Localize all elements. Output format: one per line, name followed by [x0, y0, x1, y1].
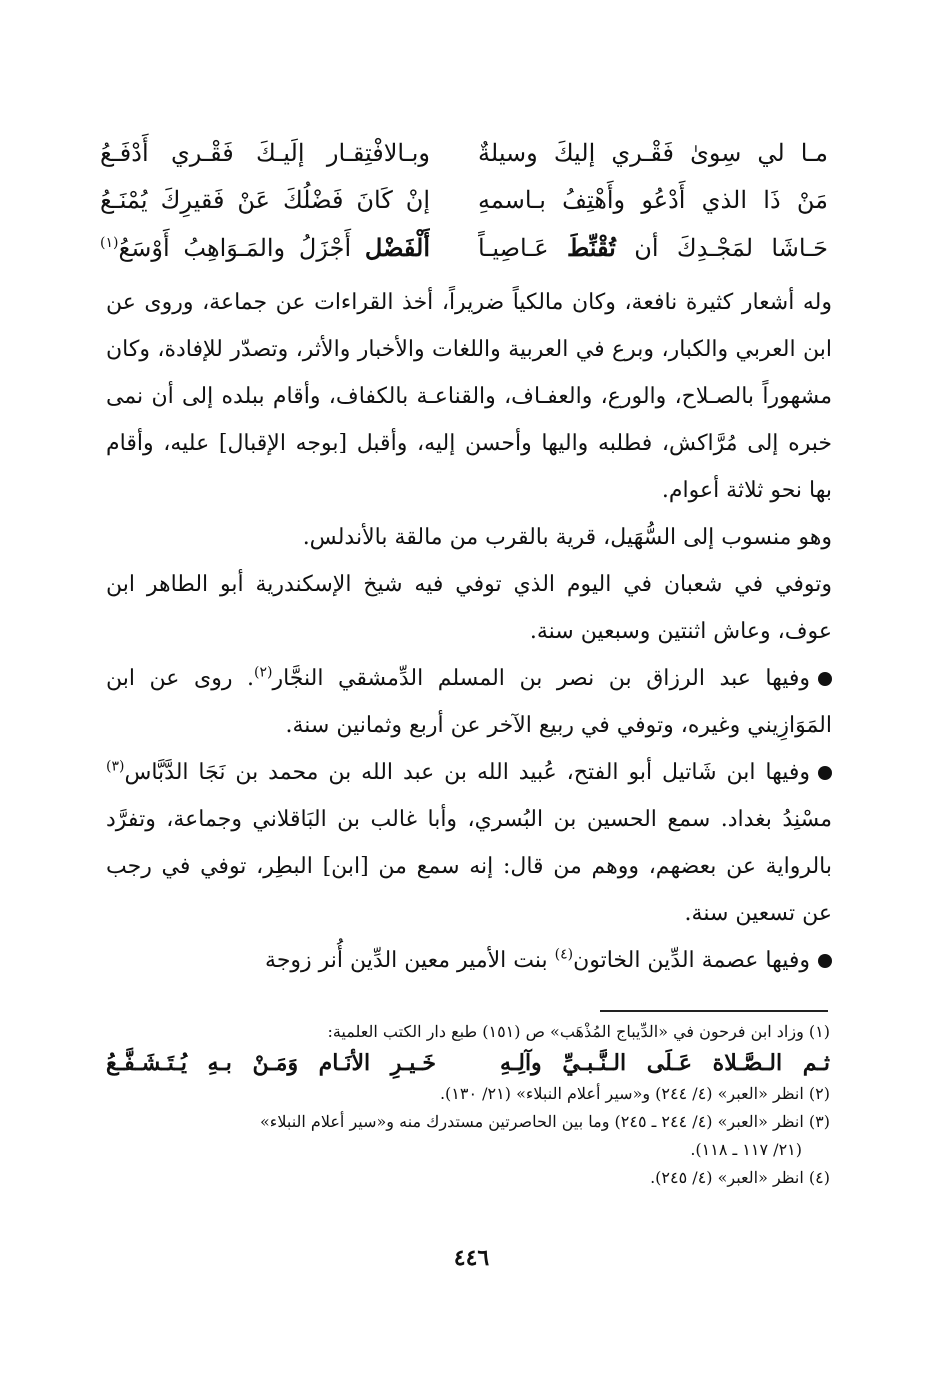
poem-block: [100, 130, 828, 271]
paragraph-text: وفيها عبد الرزاق بن نصر بن المسلم الدِّمشقي النجَّار: [272, 666, 811, 691]
verse-bold-word: تُقْنِّطَ: [567, 233, 616, 262]
footnote-ref: (٣): [106, 758, 125, 775]
verse-first-hemistich: مَنْ ذَا الذي أَدْعُو وأَهْتِفُ بـاسمهِ: [478, 186, 828, 214]
bullet-icon: [818, 954, 832, 968]
paragraph: [106, 749, 832, 937]
bullet-icon: [818, 766, 832, 780]
paragraph-text: بنت الأمير معين الدِّين أُنر زوجة: [265, 948, 555, 973]
poem-verse: [100, 224, 828, 271]
paragraph-text: . روى عن ابن المَوَازِيني وغيره، وتوفي في ربيع الآخر عن أربع وثمانين سنة.: [106, 666, 832, 738]
footnote-ref: (١): [100, 235, 119, 251]
bullet-icon: [818, 672, 832, 686]
verse-first-hemistich: [478, 224, 828, 271]
verse-text: عَـاصِيـاً: [478, 234, 568, 262]
poem-verse: [100, 177, 828, 224]
footnote: (٣) انظر «العبر» (٤/ ٢٤٤ ـ ٢٤٥) وما بين الحاصرتين مستدرك منه و«سير أعلام النبلاء»: [260, 1112, 830, 1131]
paragraph-text: مسْنِدُ بغداد. سمع الحسين بن البُسري، وأبا غالب بن البَاقلاني وجماعة، وتفرَّد بالرواية عن بعضهم، ووهم من قال: إنه سمع من [ابن] البطِر، توفي في رجب عن تسعين سنة.: [106, 807, 832, 926]
verse-second-hemistich: خَـيـرِ الأنَـام وَمَـنْ بـهِ يُـتَـشَـفَّـعُ: [106, 1050, 436, 1076]
verse-second-hemistich: وبـالافْتِقـار إلَيـكَ فَقْـري أَدْفَـعُ: [100, 139, 430, 167]
footnote: (١) وزاد ابن فرحون في «الدِّيباج المُذْهَب» ص (١٥١) طبع دار الكتب العلمية:: [327, 1022, 830, 1041]
verse-text: أَجْزَلُ والمَـوَاهِبُ أَوْسَعُ: [118, 234, 365, 262]
verse-text: حَـاشَا لمَجْـدِكَ أن: [615, 234, 828, 262]
paragraph-text: وفيها عصمة الدِّين الخاتون: [573, 948, 810, 973]
footnote: (٤) انظر «العبر» (٤/ ٢٤٥).: [650, 1168, 830, 1187]
verse-first-hemistich: مـا لي سِوىٰ فَقْـري إليكَ وسيلةٌ: [478, 139, 828, 167]
page-number: ٤٤٦: [453, 1245, 490, 1271]
poem-verse: [100, 130, 828, 177]
paragraph: [106, 655, 832, 749]
paragraph-text: وفيها ابن شَاتيل أبو الفتح، عُبيد الله بن عبد الله بن محمد بن نَجَا الدَّبَّاس: [124, 760, 810, 785]
verse-second-hemistich: إنْ كَانَ فَضْلُكَ عَنْ فَقيرِكَ يُمْنَـعُ: [100, 186, 430, 214]
footnote-ref: (٤): [554, 946, 574, 963]
footnote-ref: (٢): [254, 664, 273, 681]
paragraph: [106, 937, 832, 984]
paragraph: وهو منسوب إلى السُّهَيل، قرية بالقرب من مالقة بالأندلس.: [302, 525, 832, 550]
verse-bold-word: أَلْفَضْل: [364, 233, 430, 262]
footnotes: [106, 1018, 830, 1192]
footnote-verse: [106, 1046, 830, 1080]
footnote-continuation: (٢١/ ١١٧ ـ ١١٨).: [690, 1140, 802, 1159]
paragraph: وله أشعار كثيرة نافعة، وكان مالكياً ضريراً، أخذ القراءات عن جماعة، وروى عن ابن العربي والكبار، وبرع في العربية واللغات والأخبار والأثر، وتصدّر للإفادة، وكان مشهوراً بالصـلاح، والورع، والعفـاف، والقناعـة بالكفاف، وأقام ببلده إلى أن نمى خبره إلى مُرَّاكش، فطلبه واليها وأحسن إليه، وأقبل [بوجه الإقبال] عليه، وأقام بها نحو ثلاثة أعوام.: [106, 290, 832, 503]
verse-first-hemistich: ثـم الـصَّـلاة عَـلَى الـنَّـبـيِّ وآلِـهِ: [500, 1050, 830, 1076]
paragraph: وتوفي في شعبان في اليوم الذي توفي فيه شيخ الإسكندرية أبو الطاهر ابن عوف، وعاش اثنتين وسبعين سنة.: [106, 572, 832, 644]
footnote: (٢) انظر «العبر» (٤/ ٢٤٤) و«سير أعلام النبلاء» (٢١/ ١٣٠).: [439, 1084, 830, 1103]
verse-second-hemistich: [100, 224, 430, 271]
footnote-divider: [600, 1010, 828, 1012]
main-text: [106, 279, 832, 984]
